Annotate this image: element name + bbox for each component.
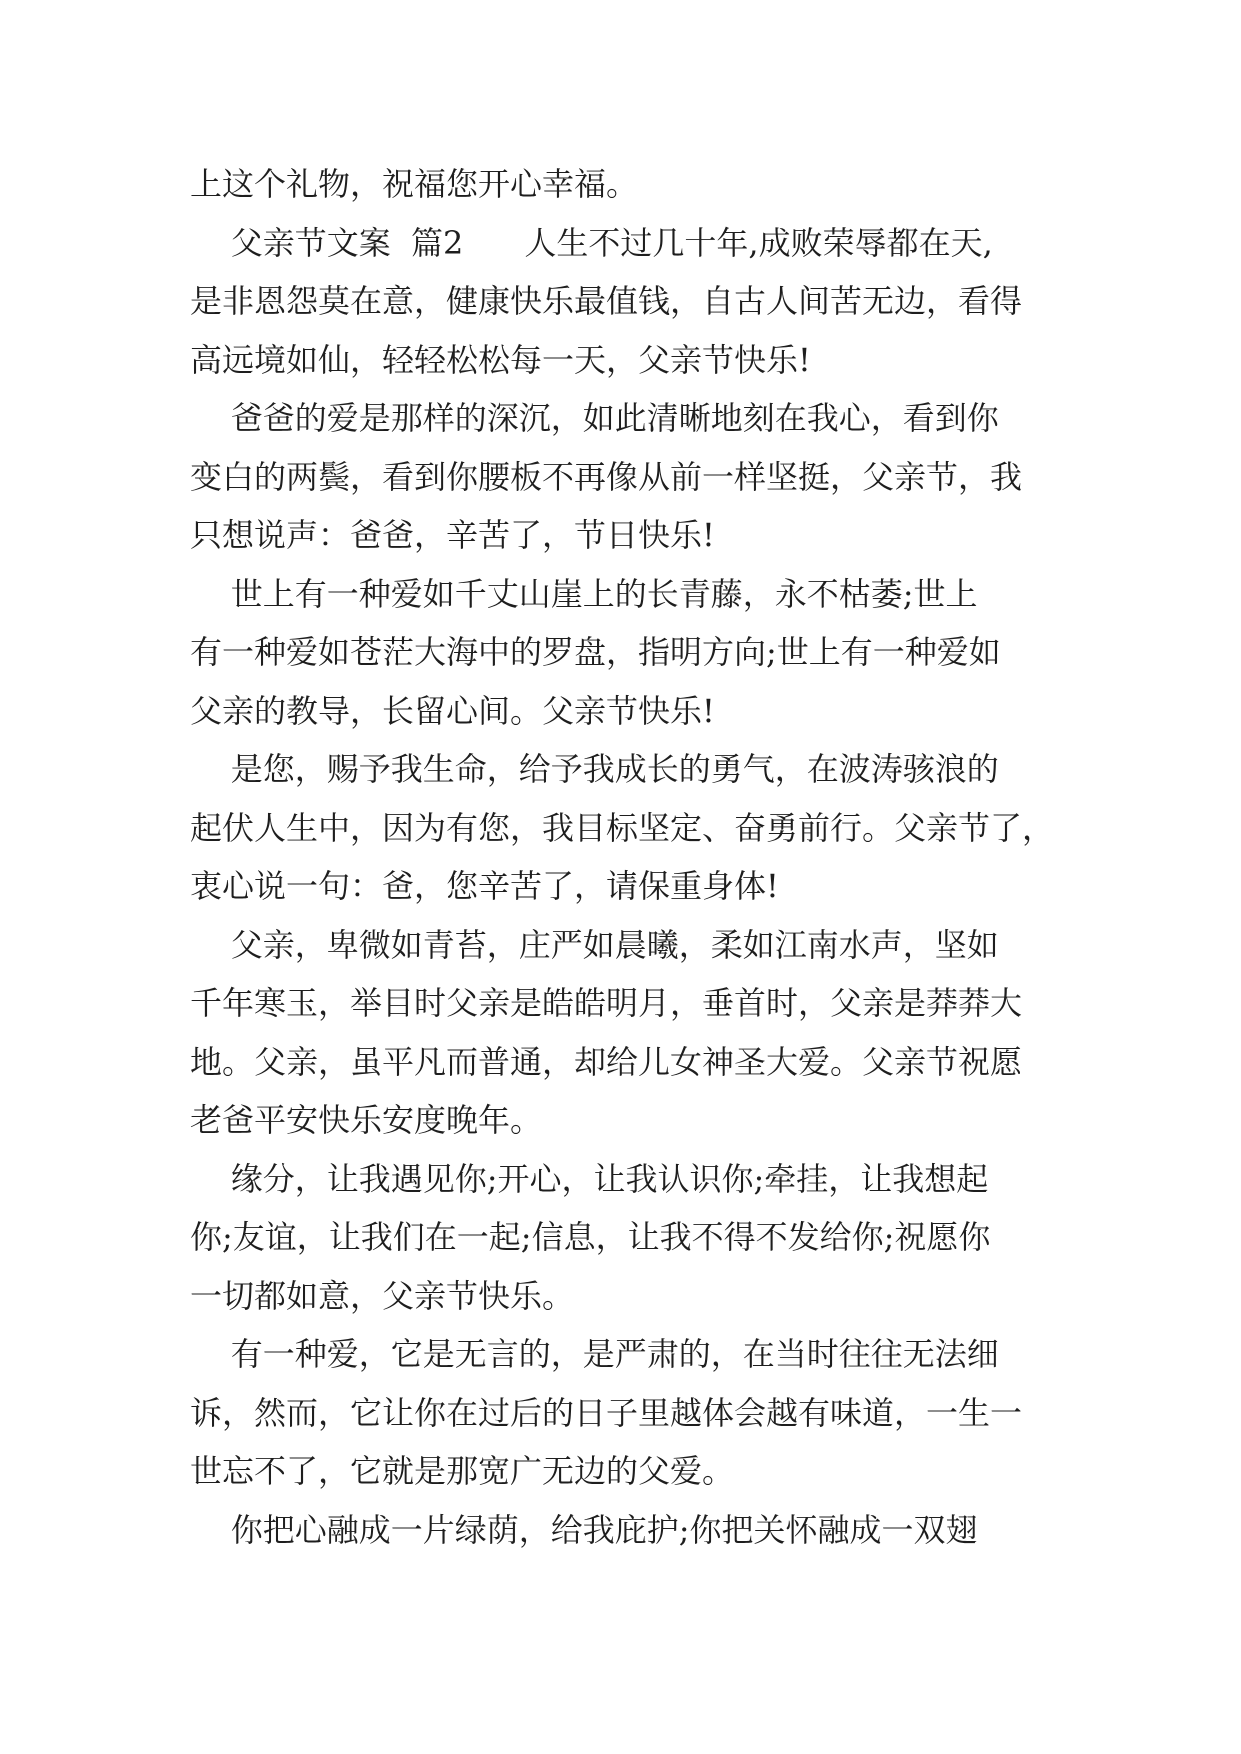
text-line: 世上有一种爱如千丈山崖上的长青藤，永不枯萎;世上 [190,574,978,613]
text-line: 起伏人生中，因为有您，我目标坚定、奋勇前行。父亲节了， [190,808,1055,847]
text-line: 诉，然而，它让你在过后的日子里越体会越有味道，一生一 [190,1393,1023,1432]
text-line: 世忘不了，它就是那宽广无边的父爱。 [190,1452,735,1490]
text-line: 千年寒玉，举目时父亲是皓皓明月，垂首时，父亲是莽莽大 [190,984,1023,1022]
text-line: 你;友谊，让我们在一起;信息，让我不得不发给你;祝愿你 [190,1218,991,1256]
text-line: 是您，赐予我生命，给予我成长的勇气，在波涛骇浪的 [190,750,999,788]
text-line: 有一种爱如苍茫大海中的罗盘，指明方向;世上有一种爱如 [190,633,1001,671]
text-line: 父亲的教导，长留心间。父亲节快乐! [190,691,715,730]
text-line: 只想说声：爸爸，辛苦了，节日快乐! [190,516,715,554]
text-line: 你把心融成一片绿荫，给我庇护;你把关怀融成一双翅 [190,1510,978,1549]
body-text [190,155,1070,1559]
text-line: 高远境如仙，轻轻松松每一天，父亲节快乐! [190,340,811,379]
text-line: 上这个礼物，祝福您开心幸福。 [190,165,639,203]
text-line: 父亲节文案 篇2 人生不过几十年,成败荣辱都在天, [190,223,993,262]
text-line: 老爸平安快乐安度晚年。 [190,1101,543,1139]
text-line: 是非恩怨莫在意，健康快乐最值钱，自古人间苦无边，看得 [190,282,1023,320]
text-line: 缘分，让我遇见你;开心，让我认识你;牵挂，让我想起 [190,1159,989,1198]
text-line: 衷心说一句：爸，您辛苦了，请保重身体! [190,867,779,905]
text-line: 爸爸的爱是那样的深沉，如此清晰地刻在我心，看到你 [190,399,999,437]
text-line: 一切都如意，父亲节快乐。 [190,1276,575,1315]
text-line: 有一种爱，它是无言的，是严肃的，在当时往往无法细 [190,1335,999,1373]
text-line: 变白的两鬓，看到你腰板不再像从前一样坚挺，父亲节，我 [190,457,1023,496]
text-line: 父亲，卑微如青苔，庄严如晨曦，柔如江南水声，坚如 [190,925,999,964]
text-line: 地。父亲，虽平凡而普通，却给儿女神圣大爱。父亲节祝愿 [190,1042,1023,1081]
